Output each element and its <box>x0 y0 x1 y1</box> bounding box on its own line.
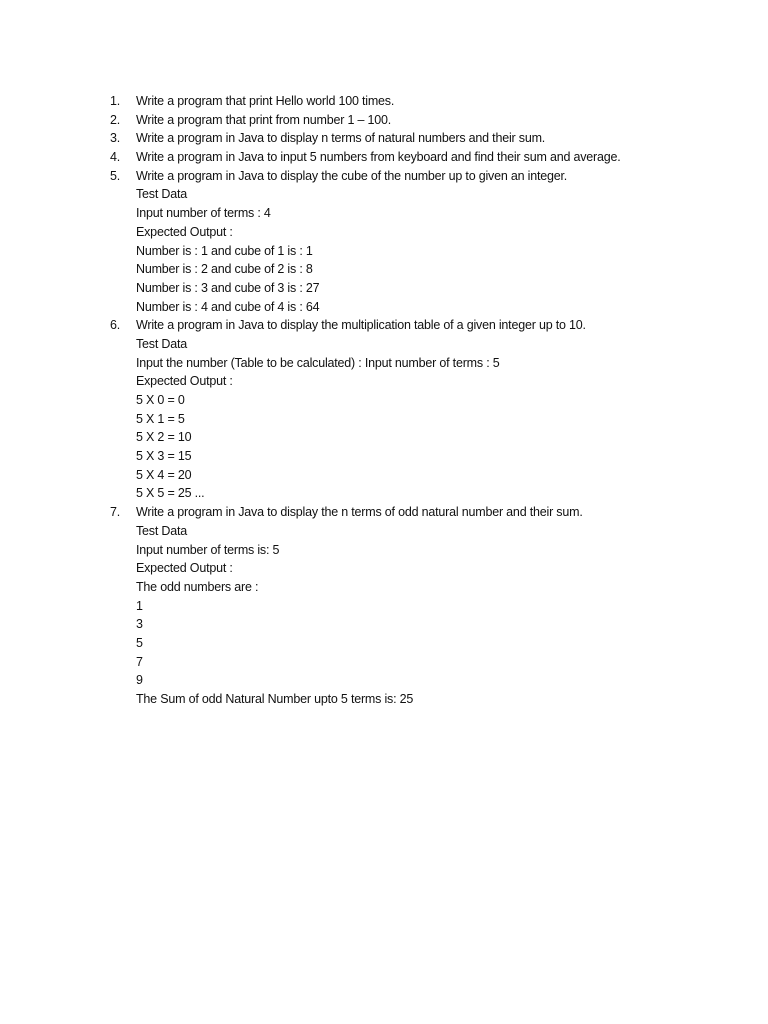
exercise-detail-line <box>110 391 730 410</box>
exercise-detail-line <box>110 354 730 373</box>
exercise-detail-text: Test Data <box>136 187 188 202</box>
exercise-detail-line <box>110 242 730 261</box>
exercise-detail-text: 7 <box>136 654 143 669</box>
exercise-detail-text: 5 X 2 = 10 <box>136 430 192 445</box>
exercise-heading <box>110 111 730 130</box>
exercise-item <box>110 167 730 317</box>
exercise-number: 6. <box>110 318 121 333</box>
exercise-detail-text: 5 X 5 = 25 ... <box>136 486 205 501</box>
exercise-detail-line <box>110 690 730 709</box>
exercise-detail-text: Test Data <box>136 523 188 538</box>
exercise-detail-line <box>110 223 730 242</box>
exercise-detail-line <box>110 484 730 503</box>
exercise-detail-line <box>110 428 730 447</box>
exercise-detail-text: 5 X 0 = 0 <box>136 393 185 407</box>
exercise-detail-line <box>110 653 730 672</box>
exercise-list <box>110 92 730 709</box>
exercise-detail-line <box>110 185 730 204</box>
exercise-detail-text: 3 <box>136 617 143 632</box>
exercise-detail-text: Expected Output : <box>136 561 233 576</box>
exercise-detail-text: 5 X 1 = 5 <box>136 411 185 426</box>
exercise-item <box>110 129 730 148</box>
exercise-detail-text: The odd numbers are : <box>136 579 259 594</box>
exercise-detail-line <box>110 279 730 298</box>
exercise-detail-line <box>110 260 730 279</box>
exercise-number: 7. <box>110 505 121 520</box>
exercise-detail-line <box>110 559 730 578</box>
exercise-title: Write a program in Java to display the cube of the number up to given an integer. <box>136 168 568 183</box>
exercise-detail-line <box>110 410 730 429</box>
exercise-detail-line <box>110 522 730 541</box>
exercise-detail-text: Expected Output : <box>136 224 233 239</box>
exercise-item <box>110 503 730 709</box>
exercise-detail-line <box>110 335 730 354</box>
exercise-number: 5. <box>110 168 121 183</box>
exercise-item <box>110 92 730 111</box>
exercise-detail-line <box>110 597 730 616</box>
exercise-title: Write a program in Java to display the multiplication table of a given integer up to 10. <box>136 318 586 333</box>
exercise-item <box>110 148 730 167</box>
exercise-number: 3. <box>110 131 121 146</box>
exercise-detail-line <box>110 634 730 653</box>
exercise-detail-text: Expected Output : <box>136 374 233 389</box>
exercise-item <box>110 111 730 130</box>
exercise-detail-text: Number is : 2 and cube of 2 is : 8 <box>136 262 313 277</box>
exercise-detail-text: Input number of terms : 4 <box>136 206 271 221</box>
exercise-detail-line <box>110 204 730 223</box>
exercise-heading <box>110 167 730 186</box>
exercise-detail-line <box>110 671 730 690</box>
exercise-heading <box>110 148 730 167</box>
exercise-detail-line <box>110 541 730 560</box>
exercise-item <box>110 316 730 503</box>
exercise-detail-line <box>110 298 730 317</box>
exercise-detail-line <box>110 578 730 597</box>
exercise-number: 4. <box>110 150 121 165</box>
exercise-detail-text: 1 <box>136 598 143 613</box>
exercise-heading <box>110 503 730 522</box>
exercise-heading <box>110 92 730 111</box>
exercise-detail-line <box>110 466 730 485</box>
exercise-detail-text: 5 X 4 = 20 <box>136 467 192 482</box>
exercise-detail-text: 5 X 3 = 15 <box>136 449 192 464</box>
exercise-title: Write a program that print Hello world 100 times. <box>136 94 395 108</box>
exercise-detail-text: The Sum of odd Natural Number upto 5 terms is: 25 <box>136 692 414 706</box>
exercise-number: 2. <box>110 112 121 127</box>
exercise-detail-text: Test Data <box>136 336 188 351</box>
exercise-title: Write a program in Java to display n terms of natural numbers and their sum. <box>136 131 546 146</box>
exercise-title: Write a program in Java to display the n terms of odd natural number and their sum. <box>136 505 583 520</box>
exercise-heading <box>110 316 730 335</box>
exercise-title: Write a program in Java to input 5 numbers from keyboard and find their sum and average. <box>136 150 621 165</box>
exercise-heading <box>110 129 730 148</box>
exercise-title: Write a program that print from number 1 – 100. <box>136 112 392 127</box>
exercise-detail-text: Number is : 4 and cube of 4 is : 64 <box>136 299 320 314</box>
exercise-detail-line <box>110 372 730 391</box>
exercise-detail-text: Input number of terms is: 5 <box>136 542 280 557</box>
exercise-detail-text: 5 <box>136 635 143 650</box>
exercise-detail-text: Number is : 3 and cube of 3 is : 27 <box>136 280 320 295</box>
exercise-number: 1. <box>110 94 121 108</box>
exercise-detail-text: 9 <box>136 673 143 688</box>
exercise-detail-line <box>110 447 730 466</box>
exercise-detail-text: Number is : 1 and cube of 1 is : 1 <box>136 243 313 258</box>
exercise-detail-line <box>110 615 730 634</box>
exercise-detail-text: Input the number (Table to be calculated) : Input number of terms : 5 <box>136 355 500 370</box>
